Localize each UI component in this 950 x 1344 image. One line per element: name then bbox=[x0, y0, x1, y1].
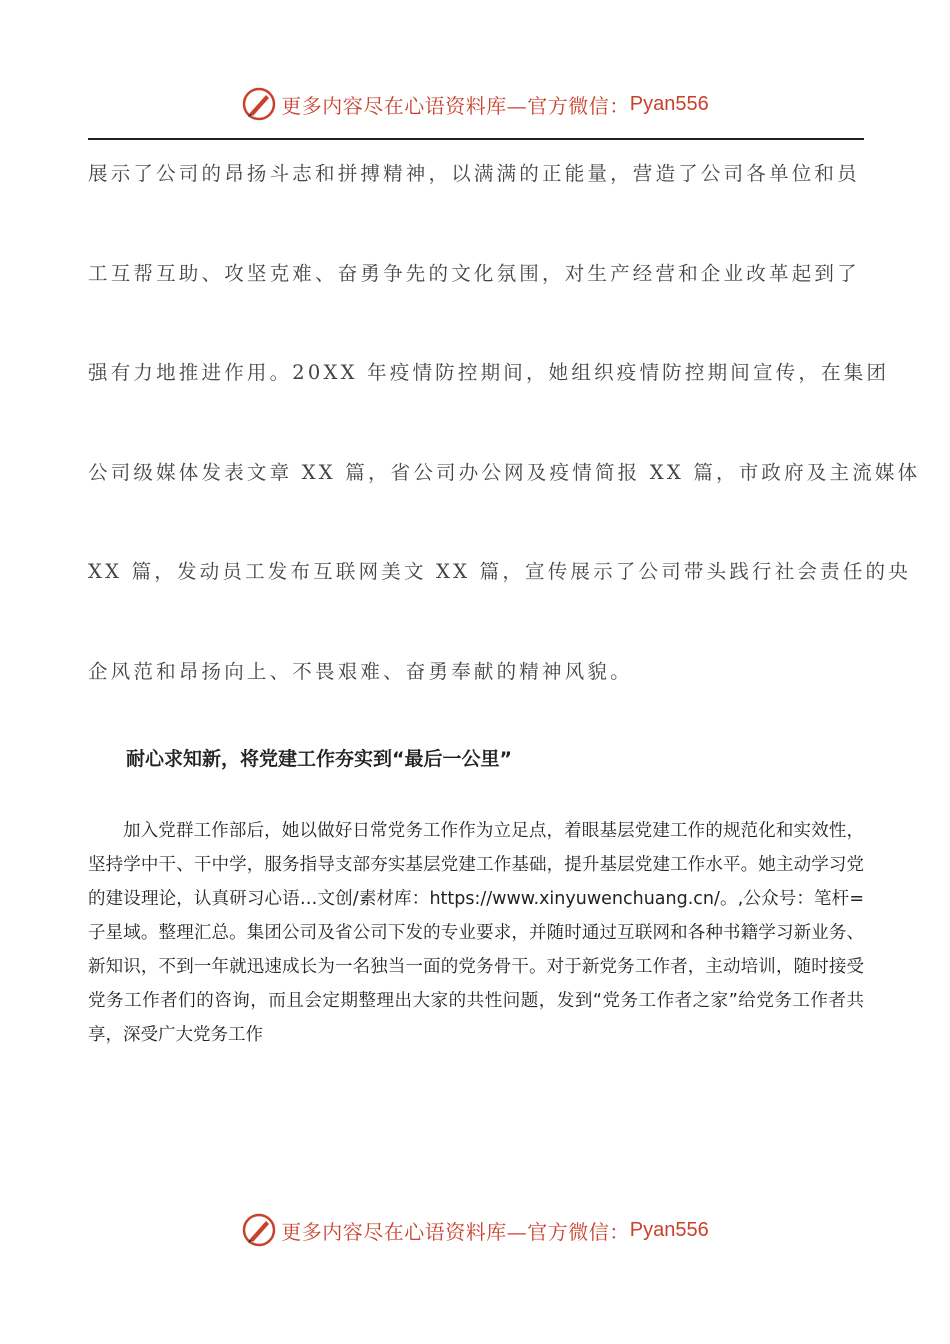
section-heading: 耐心求知新，将党建工作夯实到“最后一公里” bbox=[126, 748, 512, 770]
page-header bbox=[0, 84, 950, 124]
footer-brand-text: 更多内容尽在心语资料库—官方微信： bbox=[281, 1219, 630, 1244]
pen-logo-icon bbox=[241, 86, 277, 122]
header-brand-id: Pyan556 bbox=[629, 92, 709, 115]
page-footer bbox=[0, 1210, 950, 1250]
footer-brand-id: Pyan556 bbox=[629, 1218, 709, 1241]
body-paragraph bbox=[88, 814, 864, 1052]
paragraph-line: 公司级媒体发表文章 XX 篇，省公司办公网及疫情简报 XX 篇，市政府及主流媒体 bbox=[88, 461, 921, 484]
header-brand-text: 更多内容尽在心语资料库—官方微信： bbox=[281, 93, 630, 118]
paragraph-line: 强有力地推进作用。20XX 年疫情防控期间，她组织疫情防控期间宣传，在集团 bbox=[88, 361, 890, 384]
paragraph-line: XX 篇，发动员工发布互联网美文 XX 篇，宣传展示了公司带头践行社会责任的央 bbox=[88, 560, 911, 583]
paragraph-text: 加入党群工作部后，她以做好日常党务工作作为立足点，着眼基层党建工作的规范化和实效性，坚持学中干、干中学，服务指导支部夯实基层党建工作基础，提升基层党建工作水平。她主动学习党的建设理论，认真研习心语…文创/素材库：https://www.xinyuwenchuang.cn/。,公众号：笔杆=子星域。整理汇总。集团公司及省公司下发的专业要求，并随时通过互联网和各种书籍学习新业务、新知识，不到一年就迅速成长为一名独当一面的党务骨干。对于新党务工作者，主动培训，随时接受党务工作者们的咨询，而且会定期整理出大家的共性问题，发到“党务工作者之家”给党务工作者共享，深受广大党务工作 bbox=[88, 821, 864, 1045]
paragraph-line: 工互帮互助、攻坚克难、奋勇争先的文化氛围，对生产经营和企业改革起到了 bbox=[88, 262, 860, 285]
header-rule bbox=[88, 138, 864, 140]
pen-logo-icon bbox=[241, 1212, 277, 1248]
paragraph-line: 展示了公司的昂扬斗志和拼搏精神，以满满的正能量，营造了公司各单位和员 bbox=[88, 162, 860, 185]
paragraph-line: 企风范和昂扬向上、不畏艰难、奋勇奉献的精神风貌。 bbox=[88, 660, 633, 683]
